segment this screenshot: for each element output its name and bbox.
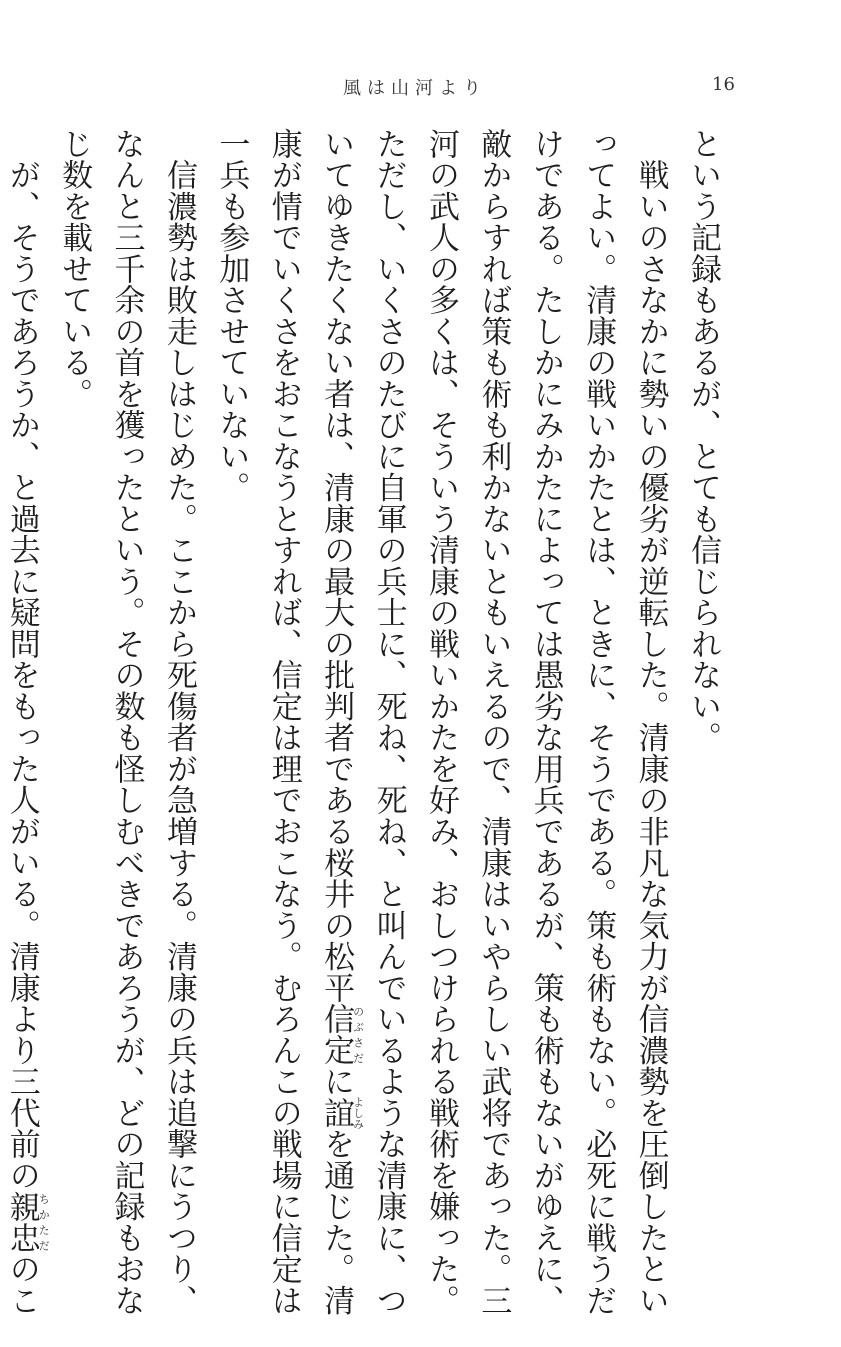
ruby-annotation bbox=[318, 1003, 365, 1066]
text-line bbox=[318, 128, 365, 1316]
text-segment: に bbox=[318, 1065, 355, 1098]
ruby-reading: よしみ bbox=[351, 1096, 365, 1130]
text-segment: が、そうであろうか、と過去に疑問をもった人がいる。清康より三代前の bbox=[3, 128, 40, 1191]
text-line: 河の武人の多くは、そういう清康の戦いかたを好み、おしつけられる戦術を嫌った。 bbox=[422, 128, 459, 1316]
ruby-base: 誼 bbox=[318, 1096, 355, 1130]
text-line: なんと三千余の首を獲ったという。その数も怪しむべきであろうが、どの記録もおな bbox=[108, 128, 145, 1316]
ruby-annotation bbox=[318, 1096, 365, 1130]
text-line: 一兵も参加させていない。 bbox=[213, 128, 250, 504]
text-line bbox=[3, 128, 51, 1316]
text-segment: のこ bbox=[3, 1253, 40, 1316]
ruby-reading: ちかただ bbox=[37, 1190, 51, 1254]
text-line: 信濃勢は敗走しはじめた。ここから死傷者が急増する。清康の兵は追撃にうつり、 bbox=[160, 128, 197, 1316]
ruby-base: 親忠 bbox=[3, 1190, 40, 1254]
text-line: ただし、いくさのたびに自軍の兵士に、死ね、死ね、と叫んでいるような清康に、つ bbox=[370, 128, 407, 1316]
running-title: 風は山河より bbox=[343, 78, 487, 99]
ruby-reading: のぶさだ bbox=[351, 1003, 365, 1066]
page-number: 16 bbox=[712, 74, 735, 95]
body-text bbox=[0, 128, 729, 1316]
text-segment: を通じた。清 bbox=[318, 1128, 355, 1316]
text-line: 康が情でいくさをおこなうとすれば、信定は理でおこなう。むろんこの戦場に信定は bbox=[265, 128, 302, 1316]
text-line: けである。たしかにみかたによっては愚劣な用兵であるが、策も術もないがゆえに、 bbox=[527, 128, 564, 1316]
text-line: 敵からすれば策も術も利かないともいえるので、清康はいやらしい武将であった。三 bbox=[475, 128, 512, 1316]
text-line: という記録もあるが、とても信じられない。 bbox=[685, 128, 721, 754]
text-line: 戦いのさなかに勢いの優劣が逆転した。清康の非凡な気力が信濃勢を圧倒したとい bbox=[632, 128, 669, 1316]
ruby-annotation bbox=[3, 1190, 51, 1254]
text-line: ってよい。清康の戦いかたとは、ときに、そうである。策も術もない。必死に戦うだ bbox=[580, 128, 617, 1316]
text-segment: いてゆきたくない者は、清康の最大の批判者である桜井の松平 bbox=[318, 128, 355, 1004]
ruby-base: 信定 bbox=[318, 1003, 355, 1066]
text-line: じ数を載せている。 bbox=[56, 128, 93, 410]
